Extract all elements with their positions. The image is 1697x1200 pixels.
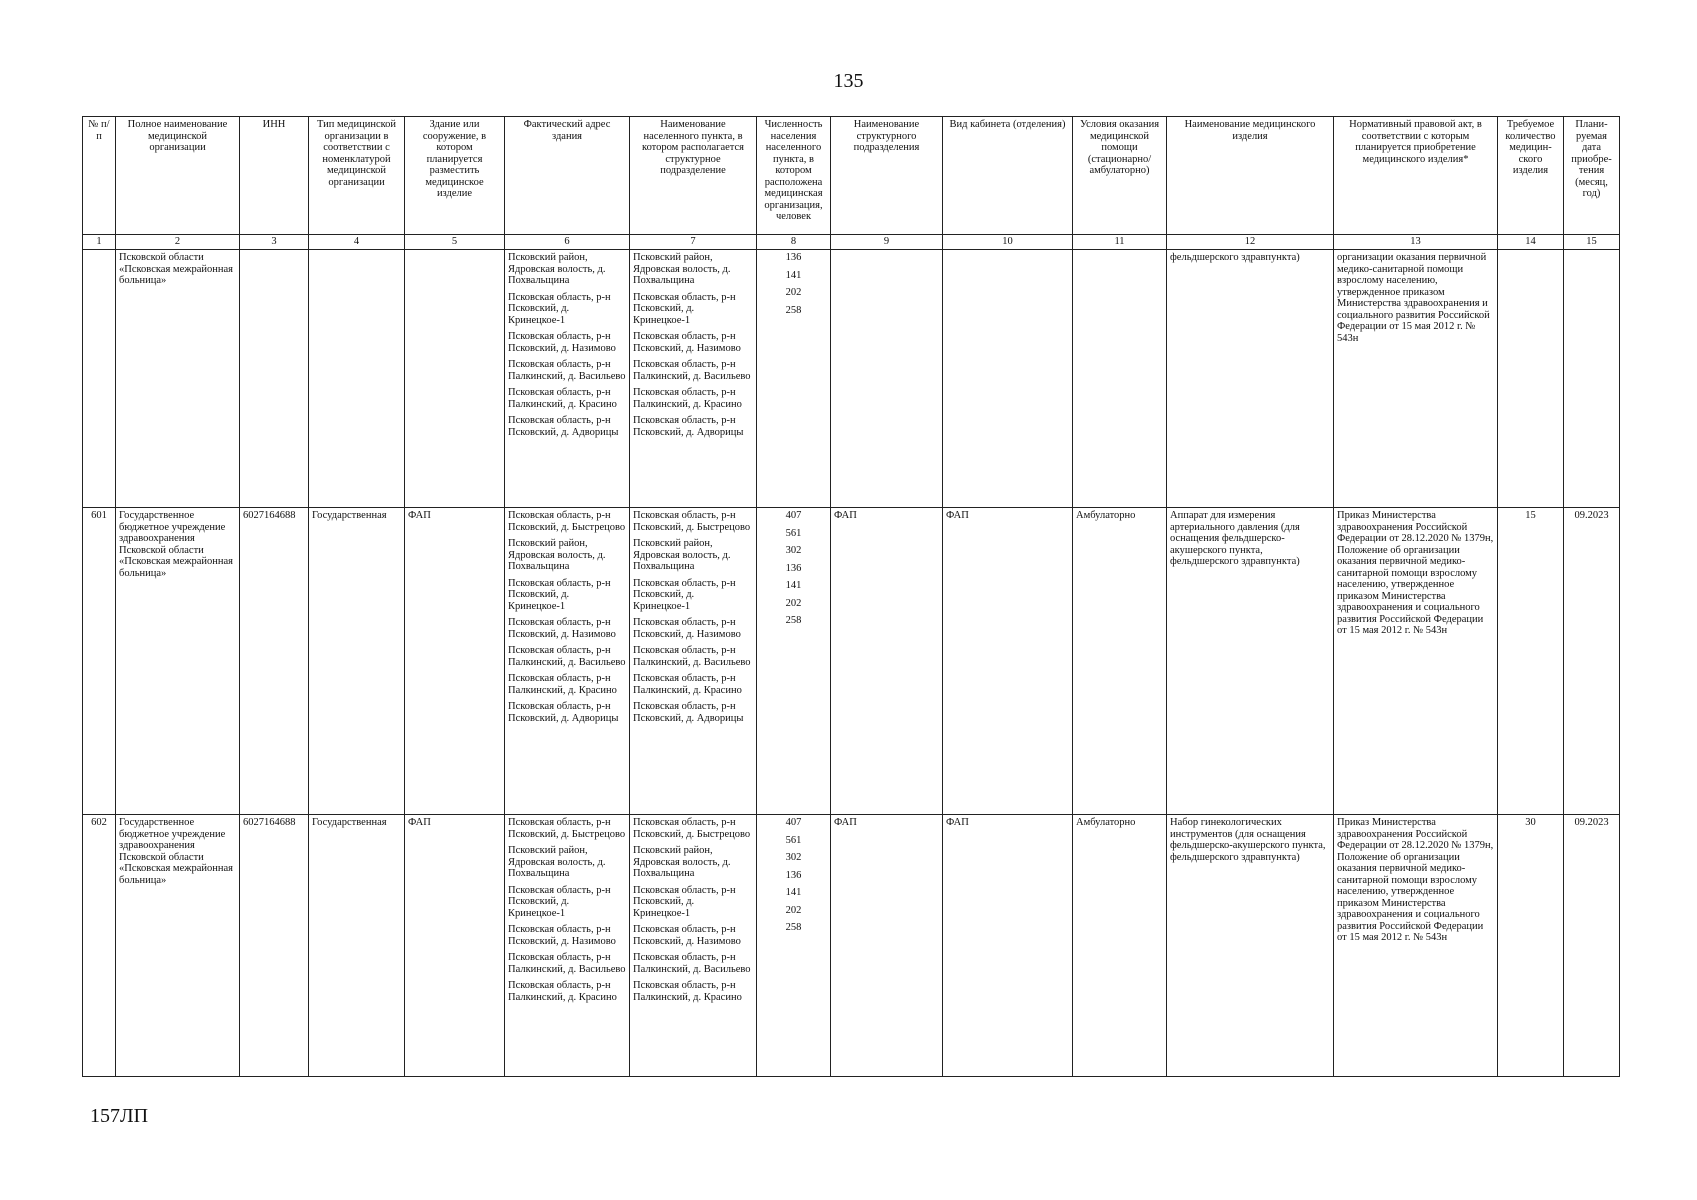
population-cell [757,508,831,815]
row-number: 601 [83,508,116,815]
organization-name: Государственное бюджетное учреждение здравоохранения Псковской области «Псковская межрайонная больница» [116,815,240,1077]
column-number: 5 [405,235,505,250]
column-number: 1 [83,235,116,250]
population: 258 [785,922,802,933]
column-header: Вид кабинета (отделения) [943,117,1073,235]
device-name: фельдшерского здравпункта) [1167,250,1334,508]
population: 258 [785,615,802,626]
address: Псковская область, р-н Псковский, д. Назимово [508,924,616,947]
address: Псковская область, р-н Псковский, д. Назимово [508,617,616,640]
column-header: ИНН [240,117,309,235]
address: Псковская область, р-н Палкинский, д. Васильево [508,952,626,975]
device-name: Набор гинекологических инструментов (для оснащения фельдшерско-акушерского пункта, фельдшерского здравпункта) [1167,815,1334,1077]
population: 302 [785,852,802,863]
settlement-cell [630,250,757,508]
column-number: 10 [943,235,1073,250]
column-number: 14 [1498,235,1564,250]
population: 561 [785,527,802,539]
inn: 6027164688 [240,815,309,1077]
column-number: 4 [309,235,405,250]
inn [240,250,309,508]
column-number: 12 [1167,235,1334,250]
column-number-row [83,235,1620,250]
column-header: Наименование структурного подразделения [831,117,943,235]
purchase-date [1564,250,1620,508]
address: Псковская область, р-н Псковский, д. Адворицы [508,701,619,724]
address: Псковская область, р-н Псковский, д. Быстрецово [508,510,626,533]
population: 561 [785,834,802,846]
population: 141 [785,887,802,898]
column-header: № п/п [83,117,116,235]
settlement: Псковская область, р-н Псковский, д. Адворицы [633,415,744,438]
quantity [1498,250,1564,508]
population: 202 [785,904,802,916]
column-number: 8 [757,235,831,250]
settlement: Псковский район, Ядровская волость, д. Похвальщина [633,538,731,572]
organization-type [309,250,405,508]
table-row [83,250,1620,508]
settlement: Псковская область, р-н Палкинский, д. Васильево [633,359,751,382]
care-conditions: Амбулаторно [1073,508,1167,815]
row-number [83,250,116,508]
address: Псковская область, р-н Палкинский, д. Красино [508,387,617,410]
population: 141 [785,269,802,281]
population: 136 [785,252,802,263]
building: ФАП [405,815,505,1077]
purchase-date: 09.2023 [1564,815,1620,1077]
column-header: Здание или сооружение, в котором планируется разместить медицинское изделие [405,117,505,235]
structural-unit: ФАП [831,815,943,1077]
row-number: 602 [83,815,116,1077]
population: 141 [785,580,802,591]
settlement: Псковская область, р-н Псковский, д. Кринецкое-1 [633,291,736,326]
address: Псковский район, Ядровская волость, д. Похвальщина [508,538,606,572]
settlement: Псковский район, Ядровская волость, д. Похвальщина [633,845,731,879]
care-conditions [1073,250,1167,508]
column-header: Нормативный правовой акт, в соответствии с которым планируется приобретение медицинского изделия* [1334,117,1498,235]
table-row [83,815,1620,1077]
address: Псковская область, р-н Псковский, д. Быстрецово [508,817,626,840]
column-number: 3 [240,235,309,250]
legal-act: организации оказания первичной медико-санитарной помощи взрослому населению, утвержденное приказом Министерства здравоохранения и социального развития Российской Федерации от 15 мая 2012 г. № 543н [1334,250,1498,508]
column-number: 2 [116,235,240,250]
column-header: Наименование медицинского изделия [1167,117,1334,235]
address: Псковская область, р-н Псковский, д. Кринецкое-1 [508,577,611,612]
legal-act: Приказ Министерства здравоохранения Российской Федерации от 28.12.2020 № 1379н, Положение об организации оказания первичной медико-санитарной помощи взрослому населению, утвержденное приказом Министерства здравоохранения и социального развития Российской Федерации от 15 мая 2012 г. № 543н [1334,508,1498,815]
address: Псковский район, Ядровская волость, д. Похвальщина [508,845,606,879]
settlement: Псковская область, р-н Палкинский, д. Красино [633,980,742,1003]
header-row [83,117,1620,235]
legal-act: Приказ Министерства здравоохранения Российской Федерации от 28.12.2020 № 1379н, Положение об организации оказания первичной медико-санитарной помощи взрослому населению, утвержденное приказом Министерства здравоохранения и социального развития Российской Федерации от 15 мая 2012 г. № 543н [1334,815,1498,1077]
column-number: 9 [831,235,943,250]
organization-name: Государственное бюджетное учреждение здравоохранения Псковской области «Псковская межрайонная больница» [116,508,240,815]
settlement: Псковская область, р-н Палкинский, д. Васильево [633,645,751,668]
address: Псковская область, р-н Палкинский, д. Красино [508,980,617,1003]
settlement: Псковская область, р-н Псковский, д. Быстрецово [633,817,751,840]
settlement: Псковская область, р-н Палкинский, д. Красино [633,673,742,696]
structural-unit [831,250,943,508]
column-header: Тип медицинской организации в соответствии с номенклатурой медицинской организации [309,117,405,235]
purchase-date: 09.2023 [1564,508,1620,815]
population: 202 [785,287,802,298]
column-header: Наименование населенного пункта, в котором располагается структурное подразделение [630,117,757,235]
column-number: 15 [1564,235,1620,250]
settlement: Псковская область, р-н Псковский, д. Адворицы [633,701,744,724]
population: 407 [785,510,802,521]
organization-name: Псковской области «Псковская межрайонная больница» [116,250,240,508]
settlement: Псковская область, р-н Палкинский, д. Красино [633,387,742,410]
column-header: Плани-руемая дата приобре-тения (месяц, год) [1564,117,1620,235]
settlement: Псковская область, р-н Псковский, д. Назимово [633,331,741,354]
building [405,250,505,508]
cabinet-type [943,250,1073,508]
column-number: 13 [1334,235,1498,250]
building: ФАП [405,508,505,815]
care-conditions: Амбулаторно [1073,815,1167,1077]
column-header: Требуемое количество медицин-ского изделия [1498,117,1564,235]
table-row [83,508,1620,815]
column-header: Численность населения населенного пункта, в котором расположена медицинская организация, человек [757,117,831,235]
address: Псковская область, р-н Палкинский, д. Васильево [508,645,626,668]
settlement-cell [630,508,757,815]
settlement: Псковская область, р-н Псковский, д. Кринецкое-1 [633,884,736,919]
population-cell [757,815,831,1077]
address: Псковская область, р-н Псковский, д. Кринецкое-1 [508,884,611,919]
equipment-table [82,116,1620,1077]
address-cell [505,250,630,508]
population: 136 [785,562,802,574]
address: Псковская область, р-н Псковский, д. Назимово [508,331,616,354]
settlement: Псковская область, р-н Псковский, д. Назимово [633,617,741,640]
settlement: Псковская область, р-н Псковский, д. Быстрецово [633,510,751,533]
organization-type: Государственная [309,815,405,1077]
settlement: Псковская область, р-н Псковский, д. Кринецкое-1 [633,577,736,612]
inn: 6027164688 [240,508,309,815]
address: Псковская область, р-н Псковский, д. Кринецкое-1 [508,291,611,326]
population: 407 [785,817,802,828]
quantity: 15 [1498,508,1564,815]
settlement: Псковская область, р-н Псковский, д. Назимово [633,924,741,947]
column-header: Фактический адрес здания [505,117,630,235]
population: 202 [785,597,802,609]
address-cell [505,815,630,1077]
column-number: 7 [630,235,757,250]
settlement-cell [630,815,757,1077]
settlement: Псковская область, р-н Палкинский, д. Васильево [633,952,751,975]
cabinet-type: ФАП [943,815,1073,1077]
address-cell [505,508,630,815]
settlement: Псковский район, Ядровская волость, д. Похвальщина [633,252,731,286]
device-name: Аппарат для измерения артериального давления (для оснащения фельдшерско-акушерского пункта, фельдшерского здравпункта) [1167,508,1334,815]
address: Псковская область, р-н Псковский, д. Адворицы [508,415,619,438]
organization-type: Государственная [309,508,405,815]
quantity: 30 [1498,815,1564,1077]
population: 258 [785,304,802,316]
structural-unit: ФАП [831,508,943,815]
population: 302 [785,545,802,556]
page-number: 135 [833,70,864,92]
column-header: Условия оказания медицинской помощи (стационарно/ амбулаторно) [1073,117,1167,235]
address: Псковский район, Ядровская волость, д. Похвальщина [508,252,606,286]
address: Псковская область, р-н Палкинский, д. Красино [508,673,617,696]
document-code: 157ЛП [90,1105,149,1127]
population-cell [757,250,831,508]
column-header: Полное наименование медицинской организации [116,117,240,235]
cabinet-type: ФАП [943,508,1073,815]
address: Псковская область, р-н Палкинский, д. Васильево [508,359,626,382]
column-number: 11 [1073,235,1167,250]
population: 136 [785,869,802,881]
column-number: 6 [505,235,630,250]
